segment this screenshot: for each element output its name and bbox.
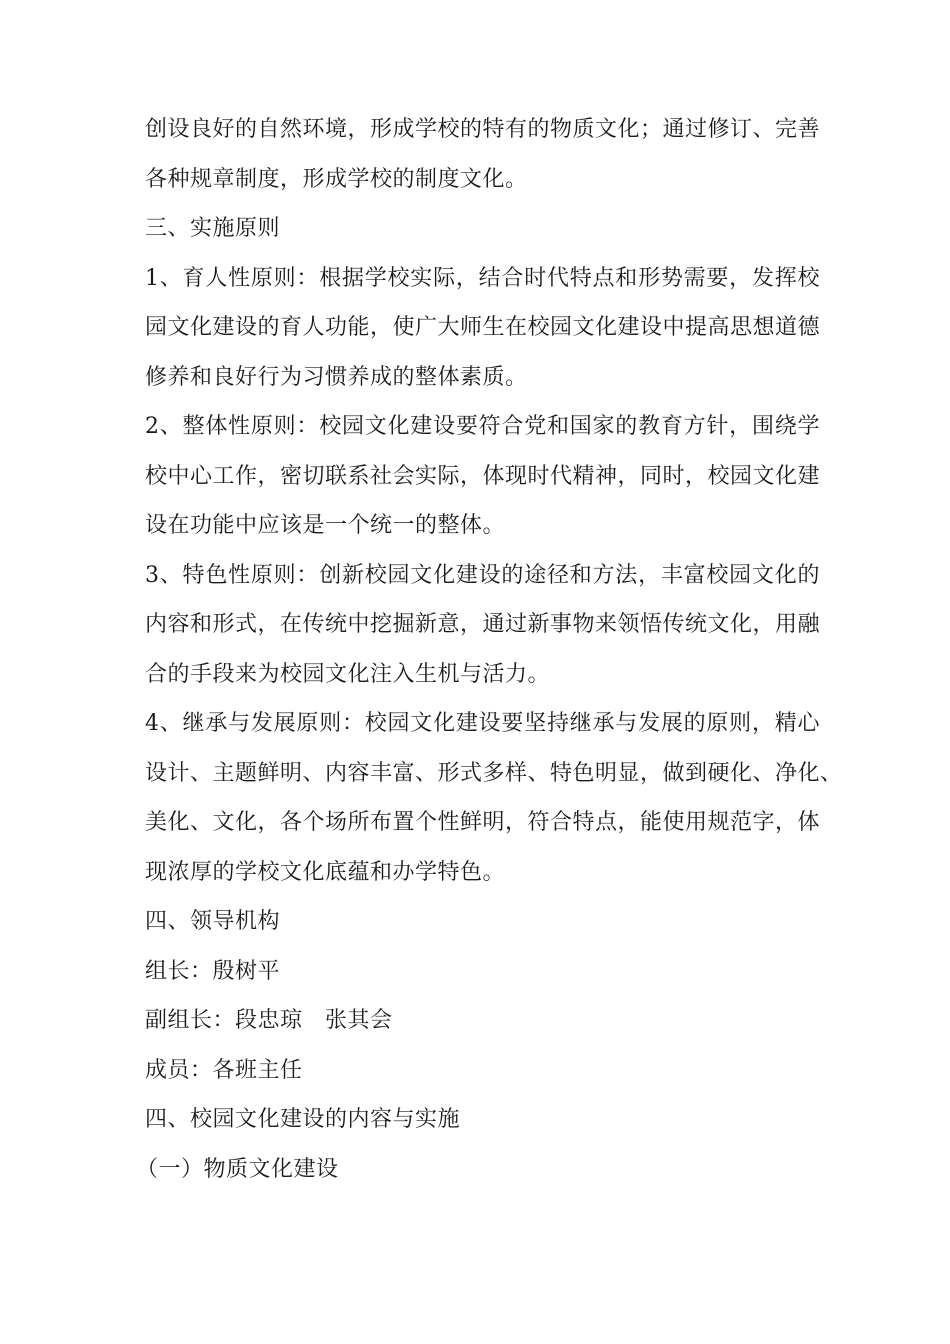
text-line: 校中心工作，密切联系社会实际，体现时代精神，同时，校园文化建 [145,463,821,489]
section-heading-principles [145,204,820,254]
text-line: 园文化建设的育人功能，使广大师生在校园文化建设中提高思想道德 [145,315,821,340]
text-line: 现浓厚的学校文化底蕴和办学特色。 [145,859,506,885]
paragraph-principle-4 [145,699,843,897]
text-line: 内容和形式，在传统中挖掘新意，通过新事物来领悟传统文化，用融 [145,612,821,637]
paragraph-principle-1 [145,254,820,403]
text-line: 设在功能中应该是一个统一的整体。 [145,513,506,538]
text-line: 1、育人性原则：根据学校实际，结合时代特点和形势需要，发挥校 [145,265,820,291]
subsection-heading-material [136,1145,820,1195]
heading-text: 四、校园文化建设的内容与实施 [145,1107,461,1132]
heading-text: 四、领导机构 [145,909,281,934]
leader-entry [145,947,820,997]
deputy-leader-entry [145,996,820,1046]
text-line: 创设良好的自然环境，形成学校的特有的物质文化；通过修订、完善 [145,117,821,142]
paragraph-principle-3 [145,551,820,700]
text-line: 合的手段来为校园文化注入生机与活力。 [145,661,551,687]
text-line: 设计、主题鲜明、内容丰富、形式多样、特色明显，做到硬化、净化、 [145,760,843,786]
members-entry [145,1046,820,1096]
text-line: 各种规章制度，形成学校的制度文化。 [145,166,528,192]
paragraph-environment [145,105,820,204]
section-heading-leadership [145,897,820,947]
paragraph-principle-2 [145,402,820,551]
heading-text: （一）物质文化建设 [136,1156,339,1182]
text-line: 组长：殷树平 [145,958,281,984]
text-line: 4、继承与发展原则：校园文化建设要坚持继承与发展的原则，精心 [145,711,820,736]
text-line: 副组长：段忠琼 张其会 [145,1008,393,1033]
heading-text: 三、实施原则 [145,216,281,241]
text-line: 成员：各班主任 [145,1057,303,1083]
document-body [136,105,843,1194]
text-line: 修养和良好行为习惯养成的整体素质。 [145,364,528,390]
text-line: 3、特色性原则：创新校园文化建设的途径和方法，丰富校园文化的 [145,562,820,588]
text-line: 美化、文化，各个场所布置个性鲜明，符合特点，能使用规范字，体 [145,810,821,835]
text-line: 2、整体性原则：校园文化建设要符合党和国家的教育方针，围绕学 [145,414,820,439]
section-heading-content [145,1095,820,1145]
